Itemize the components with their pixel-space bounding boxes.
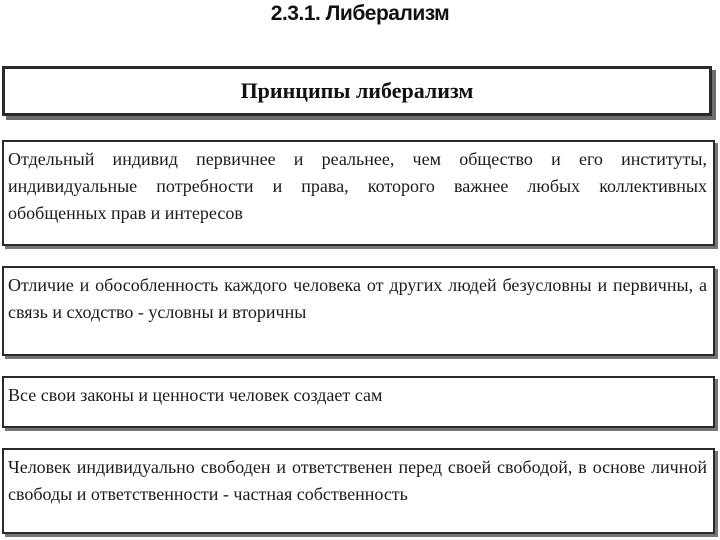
principles-header-title: Принципы либерализм bbox=[240, 78, 474, 103]
principle-text-3: Все свои законы и ценности человек создает сам bbox=[8, 385, 383, 405]
principle-text-1: Отдельный индивид первичнее и реальнее, чем общество и его институты, индивидуальные потребности и права, которого важнее любых коллективных обобщенных прав и интересов bbox=[8, 149, 707, 223]
principle-text-4: Человек индивидуально свободен и ответственен перед своей свободой, в основе личной свободы и ответственности - частная собственность bbox=[8, 457, 707, 504]
slide-title: 2.3.1. Либерализм bbox=[270, 2, 450, 25]
principle-box-4 bbox=[2, 448, 715, 534]
principle-box-3 bbox=[2, 376, 715, 428]
principle-box-2 bbox=[2, 266, 715, 356]
principle-box-1 bbox=[2, 140, 715, 246]
principles-header-box bbox=[2, 66, 712, 116]
principle-text-2: Отличие и обособленность каждого человека от других людей безусловны и первичны, а связь и сходство - условны и вторичны bbox=[8, 275, 707, 322]
